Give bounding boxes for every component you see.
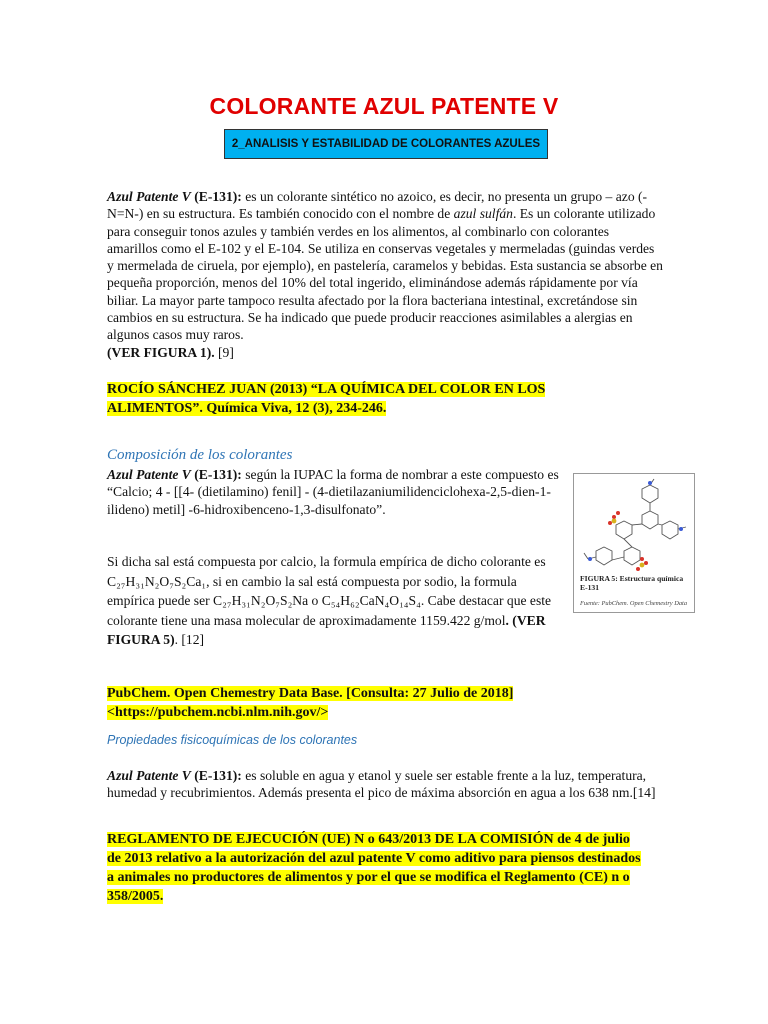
intro-text-2: . Es un colorante utilizado para conseguir tonos azules y también verdes en los alimentos, al combinarlo con colorantes amarillos como el E-102 y el E-104. Se utiliza en conservas vegetales y mermeladas (guindas verdes y mermelada de ciruela, por ejemplo), en pastelería, caramelos y bebidas. Esta sustancia se absorbe en pequeña proporción, menos del 10% del total ingerido, eliminándose además rápidamente por vía biliar. La mayor parte tampoco resulta afectado por la flora bacteriana intestinal, excretándose sin cambios en su estructura. Se ha indicado que puede producir reacciones asimilables a alergias en algunos casos muy raros. <box>107 206 663 343</box>
reference-2-line-1: PubChem. Open Chemestry Data Base. [Consulta: 27 Julio de 2018] <box>107 686 514 701</box>
composition-text-1: según la IUPAC la forma de nombrar a este compuesto es “Calcio; 4 - [[4- (dietilamino) fenil] - (4-dietilazaniumilidenciclohexa-2,5-dien-1-ilideno) metil] -6-hidroxibenceno-1,3-disulfonato”. <box>107 467 559 517</box>
properties-text: es soluble en agua y etanol y suele ser estable frente a la luz, temperatura, humedad y recubrimientos. Además presenta el pico de máxima absorción en agua a los 638 nm.[14] <box>107 768 656 801</box>
intro-alias: azul sulfán <box>453 206 513 222</box>
reference-2 <box>107 684 667 722</box>
intro-figure-ref: (VER FIGURA 1). <box>107 344 215 360</box>
reference-1-line-1: ROCÍO SÁNCHEZ JUAN (2013) “LA QUÍMICA DEL COLOR EN LOS <box>107 382 546 397</box>
reference-1 <box>107 380 667 418</box>
reference-3-line-4: 358/2005. <box>107 889 164 904</box>
intro-paragraph <box>107 188 663 361</box>
figure-5 <box>573 473 695 613</box>
reference-2-line-2: <https://pubchem.ncbi.nlm.nih.gov/> <box>107 705 329 720</box>
reference-3-line-1: REGLAMENTO DE EJECUCIÓN (UE) N o 643/2013 DE LA COMISIÓN de 4 de julio <box>107 832 630 847</box>
figure-caption: FIGURA 5: Estructura química E-131 <box>580 574 684 592</box>
composition-term: Azul Patente V <box>107 467 191 482</box>
properties-code: (E-131): <box>194 768 242 783</box>
formula-citation: . [12] <box>174 632 205 647</box>
intro-citation: [9] <box>214 344 234 360</box>
properties-paragraph <box>107 767 663 802</box>
section-subtitle: 2_ANALISIS Y ESTABILIDAD DE COLORANTES AZULES <box>231 138 541 150</box>
chemical-structure-image <box>580 477 688 573</box>
composition-code: (E-131): <box>194 467 242 482</box>
reference-1-line-2: ALIMENTOS”. Química Viva, 12 (3), 234-246. <box>107 401 387 416</box>
heading-properties: Propiedades fisicoquímicas de los colorantes <box>107 733 358 747</box>
formula-text: Si dicha sal está compuesta por calcio, la formula empírica de dicho colorante es C₂₇H₃₁N₂O₇S₂Ca₁, si en cambio la sal está compuesta por sodio, la formula empírica puede ser C₂₇H₃₁N₂O₇S₂Na o C₅₄H₆₂CaN₄O₁₄S₄. Cabe destacar que este colorante tiene una masa molecular de aproximadamente 1159.422 g/mol <box>107 554 552 628</box>
heading-composition: Composición de los colorantes <box>107 447 293 463</box>
properties-term: Azul Patente V <box>107 768 191 783</box>
intro-text-1: es un colorante sintético no azoico, es decir, no presenta un grupo – azo (-N=N-) en su estructura. Es también conocido con el nombre de <box>107 189 648 222</box>
formula-paragraph <box>107 552 559 650</box>
composition-paragraph <box>107 466 559 518</box>
reference-3-line-2: de 2013 relativo a la autorización del azul patente V como aditivo para piensos destinados <box>107 851 641 866</box>
page-title: COLORANTE AZUL PATENTE V <box>209 93 559 119</box>
formula-figure-ref: . (VER FIGURA 5) <box>107 612 546 647</box>
intro-code: (E-131): <box>194 189 242 204</box>
reference-3-line-3: a animales no productores de alimentos y por el que se modifica el Reglamento (CE) n o <box>107 870 630 885</box>
intro-term: Azul Patente V <box>107 189 191 204</box>
section-subtitle-box <box>224 129 548 159</box>
figure-source: Fuente: PubChem. Open Chemestry Data <box>580 600 688 607</box>
reference-3 <box>107 830 667 906</box>
